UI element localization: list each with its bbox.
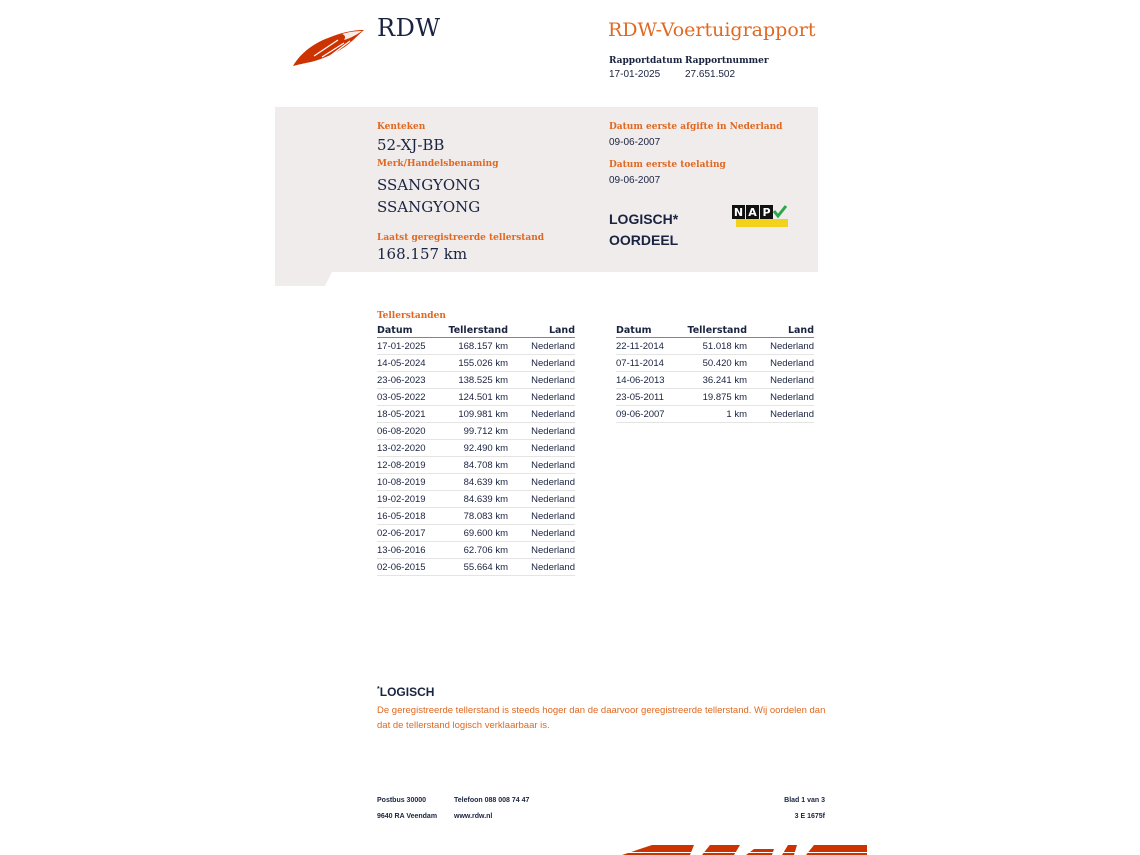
table-row [377,372,575,389]
row-odometer: 109.981 km [447,406,508,423]
trade-name-value: SSANGYONG [377,198,481,216]
footer-postbus: Postbus 30000 [377,797,427,804]
row-odometer: 78.083 km [447,508,508,525]
plate-value: 52-XJ-BB [377,136,445,154]
row-date: 16-05-2018 [377,508,447,525]
table-row [377,423,575,440]
vehicle-summary-panel [275,107,818,286]
column-header-country: Land [747,324,814,338]
row-odometer: 138.525 km [447,372,508,389]
row-country: Nederland [508,440,575,457]
row-date: 09-06-2007 [616,406,686,423]
first-admission-label: Datum eerste toelating [609,160,726,170]
odometer-table-right [616,324,814,423]
report-date: 17-01-2025 [609,69,661,80]
odometer-rows-left [377,338,575,576]
report-date-label: Rapportdatum [609,56,683,66]
column-header-odometer: Tellerstand [448,324,508,336]
row-date: 17-01-2025 [377,338,447,355]
row-country: Nederland [508,474,575,491]
verdict-line-1: LOGISCH* [609,211,679,227]
report-number-label: Rapportnummer [685,56,769,66]
row-country: Nederland [508,423,575,440]
row-country: Nederland [747,406,814,423]
row-odometer: 84.639 km [447,491,508,508]
row-date: 22-11-2014 [616,338,686,355]
row-odometer: 1 km [686,406,747,423]
row-country: Nederland [508,542,575,559]
footnote-title [377,685,434,699]
report-number: 27.651.502 [685,69,736,80]
table-header-row [616,324,814,338]
row-odometer: 155.026 km [447,355,508,372]
table-row [616,389,814,406]
row-odometer: 99.712 km [447,423,508,440]
footer-code: 3 E 1675f [794,813,825,820]
table-row [616,406,814,423]
footnote-marker: * [377,686,380,693]
last-odometer-value: 168.157 km [377,245,468,263]
row-date: 14-05-2024 [377,355,447,372]
row-country: Nederland [508,457,575,474]
table-row [377,389,575,406]
odometer-rows-right [616,338,814,423]
verdict-line-2: OORDEEL [609,232,679,248]
first-admission-value: 09-06-2007 [609,175,661,186]
make-label: Merk/Handelsbenaming [377,159,499,169]
table-row [377,508,575,525]
row-date: 18-05-2021 [377,406,447,423]
row-date: 07-11-2014 [616,355,686,372]
footer-page-number: Blad 1 van 3 [784,797,825,804]
table-header-row [377,324,575,338]
row-odometer: 51.018 km [686,338,747,355]
row-odometer: 55.664 km [447,559,508,576]
footer-website: www.rdw.nl [454,813,493,820]
table-row [377,406,575,423]
nap-letter-p: P [762,206,771,219]
column-header-odometer: Tellerstand [687,324,747,336]
row-date: 10-08-2019 [377,474,447,491]
row-date: 02-06-2017 [377,525,447,542]
row-odometer: 92.490 km [447,440,508,457]
table-row [377,542,575,559]
plate-label: Kenteken [377,122,426,132]
row-odometer: 62.706 km [447,542,508,559]
row-odometer: 50.420 km [686,355,747,372]
row-country: Nederland [508,372,575,389]
row-country: Nederland [508,525,575,542]
column-header-date: Datum [616,324,686,338]
row-odometer: 19.875 km [686,389,747,406]
rdw-footer-stripe [622,845,867,855]
table-row [377,491,575,508]
row-date: 03-05-2022 [377,389,447,406]
row-odometer: 84.708 km [447,457,508,474]
row-country: Nederland [747,355,814,372]
footnote-text: De geregistreerde tellerstand is steeds hoger dan de daarvoor geregistreerde tellerstand. Wij oordelen dan dat de tellerstand logisch verklaarbaar is. [377,705,826,731]
row-date: 13-02-2020 [377,440,447,457]
column-header-country: Land [508,324,575,338]
row-country: Nederland [508,338,575,355]
nap-check-logo [732,205,788,227]
row-country: Nederland [508,355,575,372]
row-date: 13-06-2016 [377,542,447,559]
last-odometer-label: Laatst geregistreerde tellerstand [377,233,545,243]
row-country: Nederland [508,508,575,525]
verdict [609,209,678,251]
row-country: Nederland [508,559,575,576]
row-odometer: 168.157 km [447,338,508,355]
footnote-title-text: LOGISCH [379,685,435,699]
nap-letter-a: A [748,206,757,219]
row-odometer: 36.241 km [686,372,747,389]
row-date: 19-02-2019 [377,491,447,508]
column-header-date: Datum [377,324,447,338]
footer-phone: Telefoon 088 008 74 47 [454,797,530,804]
table-row [377,457,575,474]
table-row [377,525,575,542]
table-row [377,559,575,576]
report-title: RDW-Voertuigrapport [608,19,816,41]
rdw-feather-logo [292,26,366,68]
row-date: 06-08-2020 [377,423,447,440]
table-row [377,355,575,372]
row-date: 23-06-2023 [377,372,447,389]
row-odometer: 84.639 km [447,474,508,491]
table-row [377,474,575,491]
row-odometer: 69.600 km [447,525,508,542]
table-row [377,338,575,355]
table-row [616,355,814,372]
row-date: 23-05-2011 [616,389,686,406]
footer-city: 9640 RA Veendam [377,813,438,820]
first-issue-nl-label: Datum eerste afgifte in Nederland [609,122,783,132]
make-value: SSANGYONG [377,176,481,194]
row-odometer: 124.501 km [447,389,508,406]
row-country: Nederland [508,389,575,406]
row-country: Nederland [747,338,814,355]
odometer-heading: Tellerstanden [377,311,446,321]
odometer-table-left [377,324,575,576]
row-country: Nederland [747,372,814,389]
row-date: 14-06-2013 [616,372,686,389]
nap-letter-n: N [733,206,744,219]
table-row [616,372,814,389]
row-country: Nederland [508,406,575,423]
table-row [616,338,814,355]
row-country: Nederland [747,389,814,406]
brand-name: RDW [377,14,441,42]
row-date: 12-08-2019 [377,457,447,474]
first-issue-nl-value: 09-06-2007 [609,137,661,148]
table-row [377,440,575,457]
row-date: 02-06-2015 [377,559,447,576]
row-country: Nederland [508,491,575,508]
